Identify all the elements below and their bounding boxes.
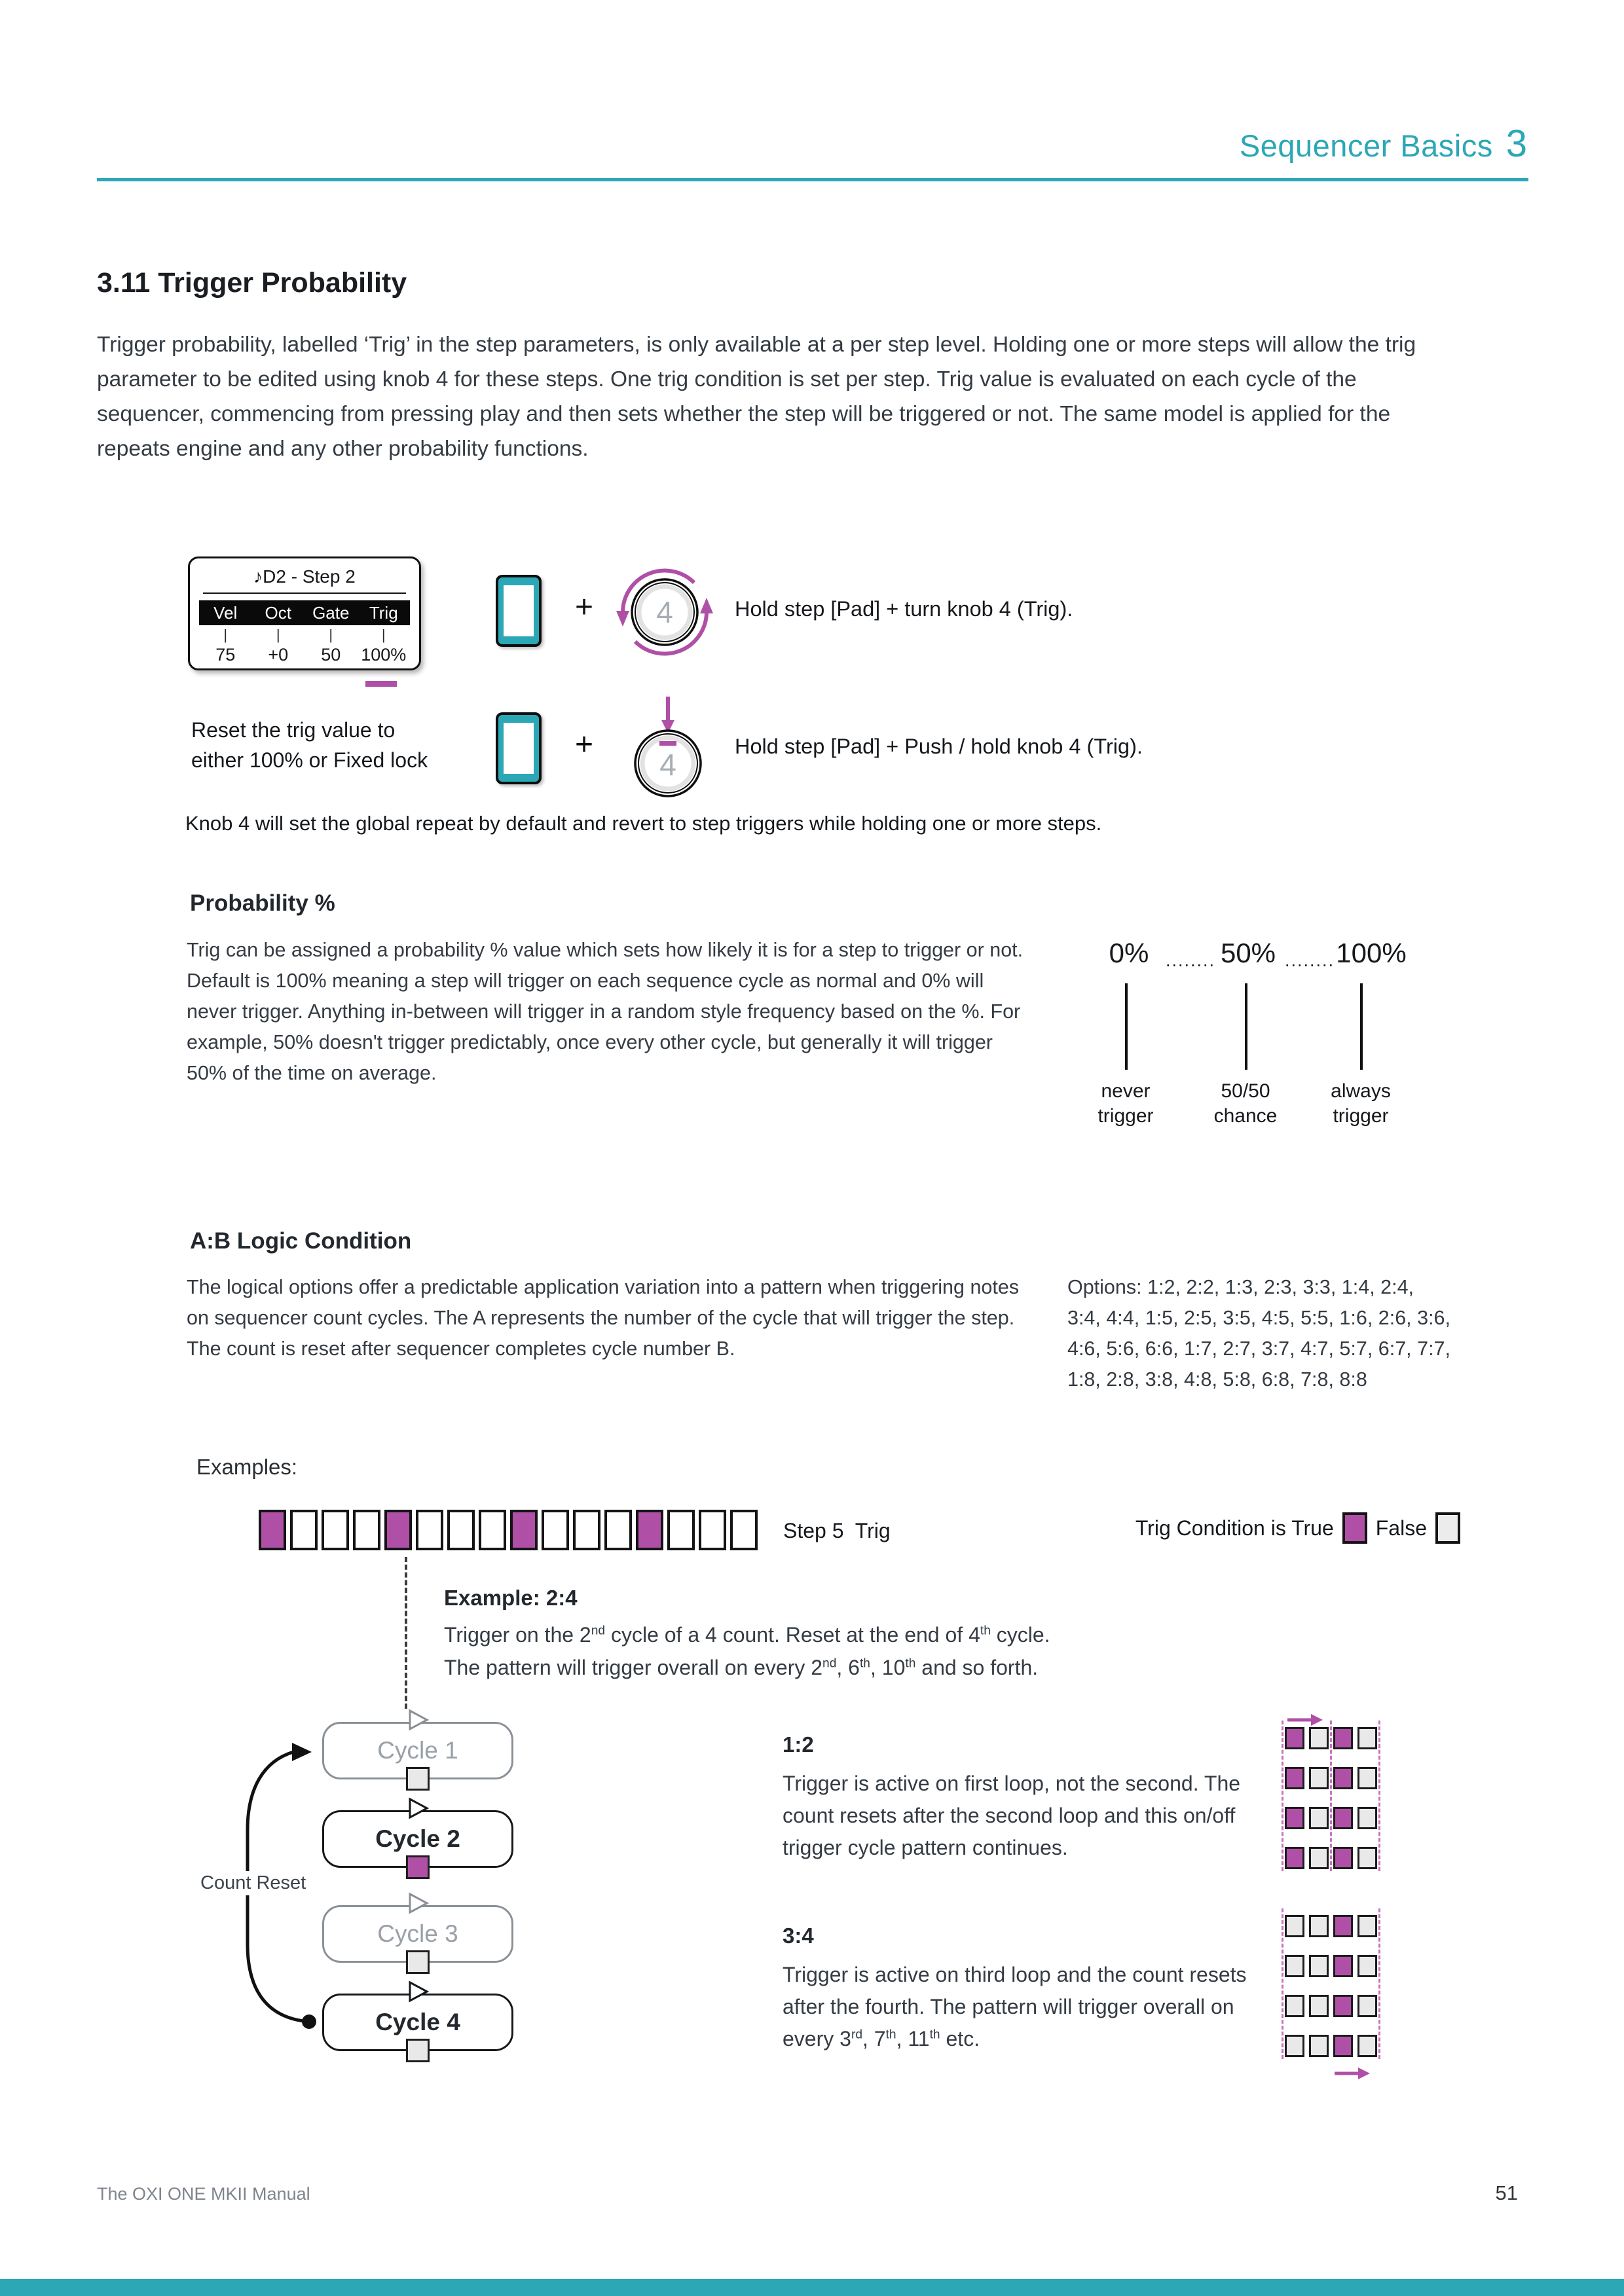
step-square bbox=[542, 1510, 569, 1550]
step-square bbox=[699, 1510, 726, 1550]
step-square-trig bbox=[636, 1510, 663, 1550]
pattern-square bbox=[1357, 1915, 1377, 1937]
pattern-square bbox=[1309, 1767, 1329, 1789]
pattern-square-trig bbox=[1285, 1767, 1304, 1789]
display-separator bbox=[203, 592, 406, 594]
cycle-box bbox=[322, 1994, 513, 2051]
pattern-square-trig bbox=[1333, 1727, 1353, 1749]
pattern-square bbox=[1357, 1955, 1377, 1977]
section-title: 3.11 Trigger Probability bbox=[97, 267, 407, 299]
cycle-box bbox=[322, 1722, 513, 1779]
pattern-square bbox=[1285, 1995, 1304, 2017]
step-square bbox=[322, 1510, 349, 1550]
display-param-value: +0 bbox=[268, 645, 289, 665]
display-param-label: Oct bbox=[265, 602, 291, 623]
chapter-title: Sequencer Basics bbox=[1239, 128, 1493, 163]
loop-direction-arrow bbox=[1286, 1713, 1323, 1727]
pattern-square-trig bbox=[1333, 1847, 1353, 1869]
instruction-push-knob: Hold step [Pad] + Push / hold knob 4 (Trig). bbox=[735, 735, 1143, 758]
display-param-tick: | bbox=[276, 627, 280, 643]
play-icon bbox=[407, 1709, 429, 1731]
probability-body: Trig can be assigned a probability % value which sets how likely it is for a step to trigger or not. Default is 100% meaning a step will trigger on each sequence cycle as normal and 0% will never trigger. Anything in-between will trigger in a random style frequency based on the %. For example, 50% doesn't trigger predictably, once every other cycle, but generally it will trigger 50% of the time on average. bbox=[187, 939, 1024, 1084]
cycle-divider bbox=[1282, 1908, 1283, 2059]
pattern-square bbox=[1309, 1727, 1329, 1749]
knob-number: 4 bbox=[656, 595, 673, 629]
cycle-step bbox=[406, 2039, 430, 2062]
pattern-square-trig bbox=[1285, 1727, 1304, 1749]
step5-connector-line bbox=[405, 1557, 407, 1709]
display-param-tick: | bbox=[223, 627, 228, 643]
cycle-box bbox=[322, 1810, 513, 1868]
pattern-square-trig bbox=[1333, 2035, 1353, 2057]
step-sequence bbox=[259, 1510, 758, 1550]
display-param-values bbox=[199, 645, 410, 665]
cycle-divider bbox=[1378, 1721, 1380, 1871]
pattern-row bbox=[1285, 1955, 1377, 1977]
knob-push-icon bbox=[616, 693, 720, 814]
pattern-3-4-body: Trigger is active on third loop and the count resets after the fourth. The pattern will trigger overall on every 3rd, 7th, 11th etc. bbox=[783, 1963, 1247, 2050]
example-2-4-title: Example: 2:4 bbox=[444, 1586, 578, 1610]
pattern-square bbox=[1309, 1807, 1329, 1829]
logic-options: Options: 1:2, 2:2, 1:3, 2:3, 3:3, 1:4, 2:4, 3:4, 4:4, 1:5, 2:5, 3:5, 4:5, 5:5, 1:6, 2:6, 3:6, 4:6, 5:6, 6:6, 1:7, 2:7, 3:7, 4:7, 5:7, 6:7, 7:7, 1:8, 2:8, 3:8, 4:8, 5:8, 6:8, 7:8, 8:8 bbox=[1067, 1276, 1450, 1391]
examples-heading: Examples: bbox=[196, 1455, 298, 1479]
display-param-value: 50 bbox=[321, 645, 341, 665]
pattern-square bbox=[1285, 2035, 1304, 2057]
pattern-1-2-grid bbox=[1278, 1710, 1390, 1900]
scale-label-5050: 50/50 chance bbox=[1213, 1080, 1278, 1127]
plus-sign: + bbox=[575, 590, 594, 625]
pattern-row bbox=[1285, 2035, 1377, 2057]
knob-turn-icon bbox=[612, 560, 717, 665]
step-square bbox=[479, 1510, 506, 1550]
footer-accent-bar bbox=[0, 2279, 1624, 2296]
logic-heading: A:B Logic Condition bbox=[190, 1228, 412, 1254]
cycle-divider bbox=[1378, 1908, 1380, 2059]
footer-page-number: 51 bbox=[1495, 2181, 1518, 2204]
step-square-trig bbox=[259, 1510, 286, 1550]
pattern-square bbox=[1309, 1847, 1329, 1869]
step-pad-icon bbox=[496, 575, 542, 647]
display-param-value: 100% bbox=[361, 645, 407, 665]
pattern-square bbox=[1309, 2035, 1329, 2057]
step-square bbox=[290, 1510, 318, 1550]
cycle-step bbox=[406, 1767, 430, 1791]
pattern-square bbox=[1285, 1915, 1304, 1937]
pattern-square-trig bbox=[1333, 1767, 1353, 1789]
pattern-square bbox=[1285, 1955, 1304, 1977]
scale-line bbox=[1245, 983, 1247, 1070]
play-icon bbox=[407, 1980, 429, 2003]
step-square bbox=[416, 1510, 443, 1550]
example-2-4 bbox=[444, 1586, 1256, 1684]
display-param-label: Vel bbox=[213, 602, 238, 623]
step-square bbox=[730, 1510, 758, 1550]
cycle-label: Cycle 1 bbox=[377, 1737, 458, 1764]
count-reset-label: Count Reset bbox=[195, 1871, 311, 1895]
footer-manual-title: The OXI ONE MKII Manual bbox=[97, 2184, 310, 2204]
pattern-square bbox=[1309, 1955, 1329, 1977]
reset-label: Reset the trig value to either 100% or Fixed lock bbox=[191, 718, 428, 772]
trig-legend bbox=[1135, 1512, 1460, 1544]
pattern-3-4-title: 3:4 bbox=[783, 1923, 814, 1948]
pattern-square-trig bbox=[1333, 1955, 1353, 1977]
loop-direction-arrow bbox=[1333, 2066, 1370, 2081]
pattern-square bbox=[1357, 1727, 1377, 1749]
step-square bbox=[353, 1510, 380, 1550]
display-param-ticks bbox=[199, 627, 410, 644]
cycle-divider bbox=[1330, 1721, 1332, 1871]
scale-label-never: never trigger bbox=[1098, 1080, 1154, 1127]
pattern-square bbox=[1357, 1807, 1377, 1829]
probability-heading: Probability % bbox=[190, 890, 335, 916]
legend-true-square bbox=[1342, 1512, 1367, 1544]
example-2-4-line2: The pattern will trigger overall on every 2nd, 6th, 10th and so forth. bbox=[444, 1656, 1039, 1679]
display-param-tick: | bbox=[329, 627, 333, 643]
display-title: ♪D2 - Step 2 bbox=[253, 566, 356, 587]
pattern-3-4-grid bbox=[1278, 1898, 1390, 2088]
pattern-1-2-body: Trigger is active on first loop, not the second. The count resets after the second loop and this on/off trigger cycle pattern continues. bbox=[783, 1772, 1241, 1859]
pattern-square bbox=[1357, 1847, 1377, 1869]
scale-line bbox=[1125, 983, 1128, 1070]
chapter-header bbox=[1240, 122, 1527, 166]
pattern-square bbox=[1309, 1915, 1329, 1937]
display-param-label: Trig bbox=[369, 602, 398, 623]
cycle-step-trig bbox=[406, 1855, 430, 1879]
plus-sign: + bbox=[575, 727, 594, 762]
trig-underline bbox=[365, 681, 397, 687]
display-param-label: Gate bbox=[312, 602, 350, 623]
step-square bbox=[604, 1510, 632, 1550]
step-square bbox=[667, 1510, 695, 1550]
pattern-square-trig bbox=[1333, 1807, 1353, 1829]
pattern-row bbox=[1285, 1915, 1377, 1937]
cycle-box bbox=[322, 1905, 513, 1963]
play-icon bbox=[407, 1892, 429, 1914]
oled-display bbox=[188, 556, 421, 670]
chapter-number: 3 bbox=[1505, 122, 1527, 165]
scale-label-always: always trigger bbox=[1331, 1080, 1391, 1127]
legend-false-label: False bbox=[1375, 1516, 1427, 1540]
scale-value-100: 100% bbox=[1336, 938, 1407, 968]
step-square-trig bbox=[510, 1510, 538, 1550]
cycle-label: Cycle 2 bbox=[375, 1825, 460, 1852]
step-pad-icon bbox=[496, 712, 542, 784]
display-param-value: 75 bbox=[215, 645, 236, 665]
knob-note: Knob 4 will set the global repeat by default and revert to step triggers while holding one or more steps. bbox=[185, 812, 1102, 835]
pattern-square-trig bbox=[1333, 1915, 1353, 1937]
instruction-turn-knob: Hold step [Pad] + turn knob 4 (Trig). bbox=[735, 597, 1073, 621]
logic-body: The logical options offer a predictable application variation into a pattern when triggering notes on sequencer count cycles. The A represents the number of the cycle that will trigger the step. The count is reset after sequencer completes cycle number B. bbox=[187, 1276, 1020, 1360]
display-param-tick: | bbox=[381, 627, 386, 643]
pattern-square bbox=[1357, 1995, 1377, 2017]
knob-number: 4 bbox=[659, 748, 676, 782]
step-square-trig bbox=[384, 1510, 412, 1550]
pattern-square bbox=[1357, 2035, 1377, 2057]
display-param-bar bbox=[199, 600, 410, 625]
legend-false-square bbox=[1435, 1512, 1460, 1544]
cycle-label: Cycle 4 bbox=[375, 2009, 460, 2035]
pattern-square-trig bbox=[1285, 1847, 1304, 1869]
pattern-square bbox=[1357, 1767, 1377, 1789]
play-icon bbox=[407, 1797, 429, 1819]
cycle-step bbox=[406, 1950, 430, 1974]
scale-dots: ........ bbox=[1284, 951, 1335, 970]
pattern-row bbox=[1285, 1995, 1377, 2017]
scale-line bbox=[1360, 983, 1363, 1070]
example-2-4-line1: Trigger on the 2nd cycle of a 4 count. Reset at the end of 4th cycle. bbox=[444, 1623, 1050, 1647]
pattern-square-trig bbox=[1285, 1807, 1304, 1829]
cycle-label: Cycle 3 bbox=[377, 1920, 458, 1947]
scale-value-0: 0% bbox=[1109, 938, 1149, 968]
pattern-square-trig bbox=[1333, 1995, 1353, 2017]
cycle-diagram-boxes bbox=[322, 1722, 513, 2062]
scale-dots: ........ bbox=[1165, 951, 1216, 970]
cycle-divider bbox=[1282, 1721, 1283, 1871]
step-square bbox=[573, 1510, 600, 1550]
header-rule bbox=[97, 178, 1528, 181]
legend-true-label: Trig Condition is True bbox=[1135, 1516, 1334, 1540]
step-square bbox=[447, 1510, 475, 1550]
step-caption: Step 5 Trig bbox=[783, 1519, 891, 1542]
pattern-1-2-title: 1:2 bbox=[783, 1732, 814, 1757]
scale-value-50: 50% bbox=[1220, 938, 1276, 968]
pattern-square bbox=[1309, 1995, 1329, 2017]
intro-paragraph: Trigger probability, labelled ‘Trig’ in the step parameters, is only available at a per step level. Holding one or more steps will allow the trig parameter to be edited using knob 4 for these steps. One trig condition is set per step. Trig value is evaluated on each cycle of the sequencer, commencing from pressing play and then sets whether the step will be triggered or not. The same model is applied for the repeats engine and any other probability functions. bbox=[97, 333, 1416, 461]
